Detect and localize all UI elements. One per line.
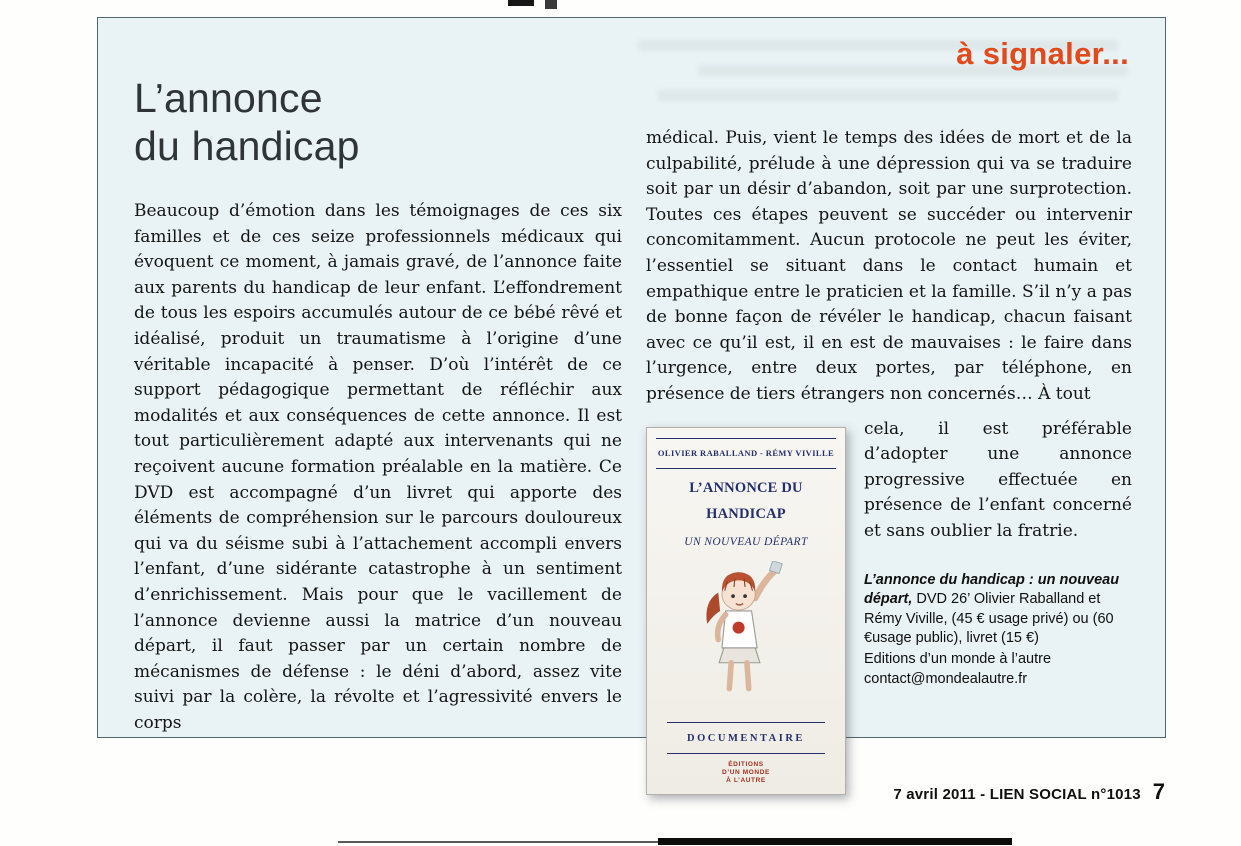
footer-page-number: 7: [1152, 779, 1165, 804]
caption-contact-email: contact@mondealautre.fr: [864, 671, 1028, 687]
dvd-cover-illustration: [677, 561, 815, 709]
dvd-cover-publisher-logo: [656, 761, 836, 785]
article-column-left: [134, 199, 622, 736]
scan-artifact-top-2: [545, 0, 557, 9]
caption-details: DVD 26’ Olivier Raballand et Rémy Viville, (45 € usage privé) ou (60 €usage public), livret (15 €): [864, 591, 1114, 646]
footer-issue-info: 7 avril 2011 - LIEN SOCIAL n°1013: [893, 786, 1141, 803]
publisher-line: À L’AUTRE: [726, 777, 766, 785]
article-column-right: [646, 126, 1132, 799]
section-flag: à signaler...: [956, 36, 1129, 71]
article-title: [134, 74, 360, 170]
article-panel: [97, 17, 1166, 785]
publisher-line: ÉDITIONS: [728, 761, 764, 769]
publisher-line: D’UN MONDE: [722, 769, 770, 777]
article-paragraph: Beaucoup d’émotion dans les témoignages de ces six familles et de ces seize professionnels médicaux qui évoquent ce moment, à jamais gravé, de l’annonce faite aux parents du handicap de leur enfant. L’effondrement de tous les espoirs accumulés autour de ce bébé rêvé et idéalisé, produit un traumatisme à l’origine d’une véritable incapacité à penser. D’où l’intérêt de ce support pédagogique permettant de réfléchir aux modalités et aux conséquences de cette annonce. Il est tout particulièrement adapté aux intervenants qui ne reçoivent aucune formation préalable en la matière. Ce DVD est accompagné d’un livret qui apporte des éléments de compréhension sur le parcours douloureux qui va du séisme subi à l’attachement accompli envers l’enfant, d’une sidérante catastrophe à un sentiment d’enrichissement. Mais pour que le vacillement de l’annonce devienne aussi la matrice d’un nouveau départ, il faut passer par un certain nombre de mécanismes de défense : le déni d’abord, assez vite suivi par la colère, la révolte et l’agressivité envers le corps: [134, 201, 622, 733]
dvd-cover-authors: OLIVIER RABALLAND - RÉMY VIVILLE: [656, 438, 836, 470]
dvd-cover-image: [646, 427, 846, 796]
dvd-wrap-block: [646, 417, 1132, 800]
article-paragraph-wrapped: cela, il est préférable d’adopter une annonce progressive effectuée en présence de l’enfant concerné et sans oublier la fratrie.: [864, 418, 1132, 541]
caption-publisher: Editions d’un monde à l’autre: [864, 650, 1052, 667]
scan-bleed-artifact: [658, 90, 1118, 101]
caption-title: L’annonce du handicap : un nouveau départ,: [864, 571, 1120, 607]
dvd-cover-subtitle: UN NOUVEAU DÉPART: [684, 536, 808, 549]
scan-artifact-bottom-bar: [658, 838, 1012, 845]
article-title-line2: du handicap: [134, 123, 360, 169]
dvd-cover-title: L’ANNONCE DU HANDICAP: [689, 480, 803, 522]
dvd-cover-genre: DOCUMENTAIRE: [667, 722, 825, 755]
article-title-line1: L’annonce: [134, 75, 323, 121]
scan-artifact-top-1: [508, 0, 534, 6]
article-paragraph: médical. Puis, vient le temps des idées de mort et de la culpabilité, prélude à une dépression qui va se traduire soit par un désir d’abandon, soit par une surprotection. Toutes ces étapes peuvent se succéder ou intervenir concomitamment. Aucun protocole ne peut les éviter, l’essentiel se situant dans le contact humain et empathique entre le praticien et la famille. S’il n’y a pas de bonne façon de révéler le handicap, chacun faisant avec ce qu’il est, il en est de mauvaises : le faire dans l’urgence, entre deux portes, par téléphone, en présence de tiers étrangers non concernés… À tout: [646, 128, 1132, 404]
page-footer: [893, 779, 1165, 805]
